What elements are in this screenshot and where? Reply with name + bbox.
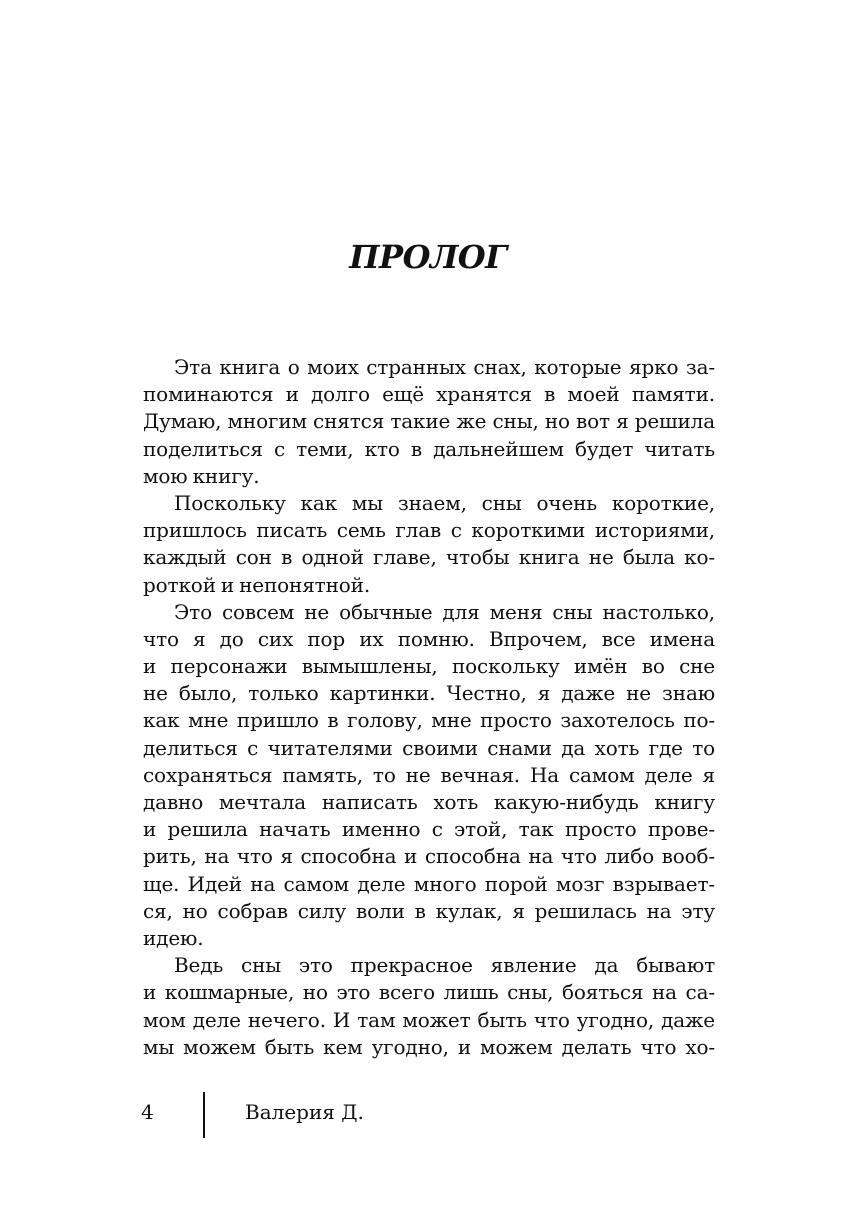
page-footer [0, 1090, 856, 1140]
text-line: поминаются и долго ещё хранятся в моей памяти. [143, 382, 715, 407]
text-line: что я до сих пор их помню. Впрочем, все имена [143, 626, 715, 651]
page-number: 4 [141, 1100, 154, 1124]
text-line: как мне пришло в голову, мне просто захотелось по- [143, 708, 715, 733]
paragraph [143, 354, 715, 490]
text-line: и персонажи вымышлены, поскольку имён во сне [143, 654, 715, 679]
text-line: давно мечтала написать хоть какую-нибудь книгу [143, 790, 715, 814]
text-line: каждый сон в одной главе, чтобы книга не была ко- [143, 545, 715, 570]
text-line: не было, только картинки. Честно, я даже не знаю [143, 681, 715, 706]
text-line: сохраняться память, то не вечная. На самом деле я [143, 762, 715, 787]
text-line: ще. Идей на самом деле много порой мозг взрывает- [143, 871, 715, 896]
text-line: Думаю, многим снятся такие же сны, но вот я решила [143, 409, 715, 434]
text-line: и кошмарные, но это всего лишь сны, бояться на са- [143, 980, 715, 1005]
author-name: Валерия Д. [245, 1100, 364, 1124]
text-line: мы можем быть кем угодно, и можем делать что хо- [143, 1034, 715, 1059]
paragraph [143, 490, 715, 599]
text-line: роткой и непонятной. [143, 572, 371, 597]
text-line: ся, но собрав силу воли в кулак, я решилась на эту [143, 898, 715, 923]
text-line: мою книгу. [143, 463, 260, 488]
text-line: идею. [143, 925, 204, 950]
text-line: Поскольку как мы знаем, сны очень короткие, [174, 490, 715, 515]
text-line: Ведь сны это прекрасное явление да бывают [174, 953, 715, 978]
paragraph [143, 952, 715, 1061]
text-line: и решила начать именно с этой, так просто прове- [143, 817, 715, 842]
text-line: Это совсем не обычные для меня сны настолько, [174, 599, 715, 624]
chapter-title: ПРОЛОГ [349, 238, 507, 276]
text-line: поделиться с теми, кто в дальнейшем будет читать [143, 436, 715, 461]
text-line: пришлось писать семь глав с короткими историями, [143, 518, 715, 543]
text-line: рить, на что я способна и способна на что либо вооб- [143, 844, 715, 869]
body-text [143, 354, 715, 1061]
text-line: делиться с читателями своими снами да хоть где то [143, 735, 715, 760]
footer-divider [203, 1092, 205, 1138]
text-line: Эта книга о моих странных снах, которые ярко за- [174, 355, 715, 379]
text-line: мом деле нечего. И там может быть что угодно, даже [143, 1007, 715, 1032]
paragraph [143, 599, 715, 952]
